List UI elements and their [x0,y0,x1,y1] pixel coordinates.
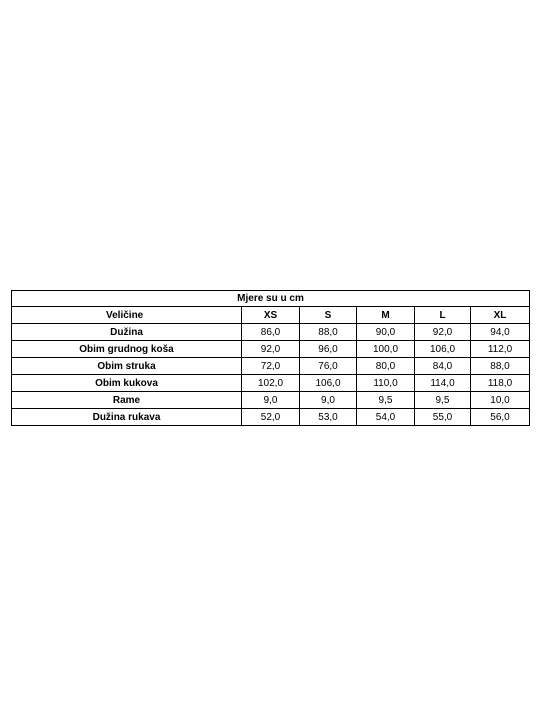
table-row [12,341,530,358]
table-cell: 92,0 [242,341,300,358]
column-header-size: XS [242,307,300,324]
table-cell: 92,0 [415,324,471,341]
size-chart-table [11,290,530,426]
table-cell: 110,0 [357,375,415,392]
table-row [12,324,530,341]
table-cell: 54,0 [357,409,415,426]
row-label: Rame [12,392,242,409]
row-label: Obim struka [12,358,242,375]
table-cell: 55,0 [415,409,471,426]
table-caption: Mjere su u cm [12,291,530,307]
table-cell: 96,0 [300,341,357,358]
table-cell: 106,0 [415,341,471,358]
table-cell: 53,0 [300,409,357,426]
column-header-size: XL [471,307,530,324]
row-label: Obim kukova [12,375,242,392]
table-cell: 9,5 [357,392,415,409]
table-caption-row [12,291,530,307]
table-row [12,409,530,426]
column-header-sizes: Veličine [12,307,242,324]
table-cell: 76,0 [300,358,357,375]
table-cell: 86,0 [242,324,300,341]
table-cell: 114,0 [415,375,471,392]
table-cell: 10,0 [471,392,530,409]
table-cell: 84,0 [415,358,471,375]
table-row [12,358,530,375]
table-cell: 9,0 [242,392,300,409]
table-cell: 72,0 [242,358,300,375]
table-cell: 9,5 [415,392,471,409]
column-header-size: L [415,307,471,324]
table-cell: 112,0 [471,341,530,358]
row-label: Dužina [12,324,242,341]
table-cell: 118,0 [471,375,530,392]
table-cell: 88,0 [300,324,357,341]
table-cell: 88,0 [471,358,530,375]
column-header-size: M [357,307,415,324]
table-row [12,392,530,409]
row-label: Obim grudnog koša [12,341,242,358]
row-label: Dužina rukava [12,409,242,426]
table-cell: 100,0 [357,341,415,358]
table-cell: 106,0 [300,375,357,392]
table-cell: 94,0 [471,324,530,341]
column-header-size: S [300,307,357,324]
table-cell: 102,0 [242,375,300,392]
table-header-row [12,307,530,324]
table-cell: 52,0 [242,409,300,426]
table-cell: 80,0 [357,358,415,375]
table-cell: 9,0 [300,392,357,409]
table-cell: 56,0 [471,409,530,426]
table-row [12,375,530,392]
table-cell: 90,0 [357,324,415,341]
